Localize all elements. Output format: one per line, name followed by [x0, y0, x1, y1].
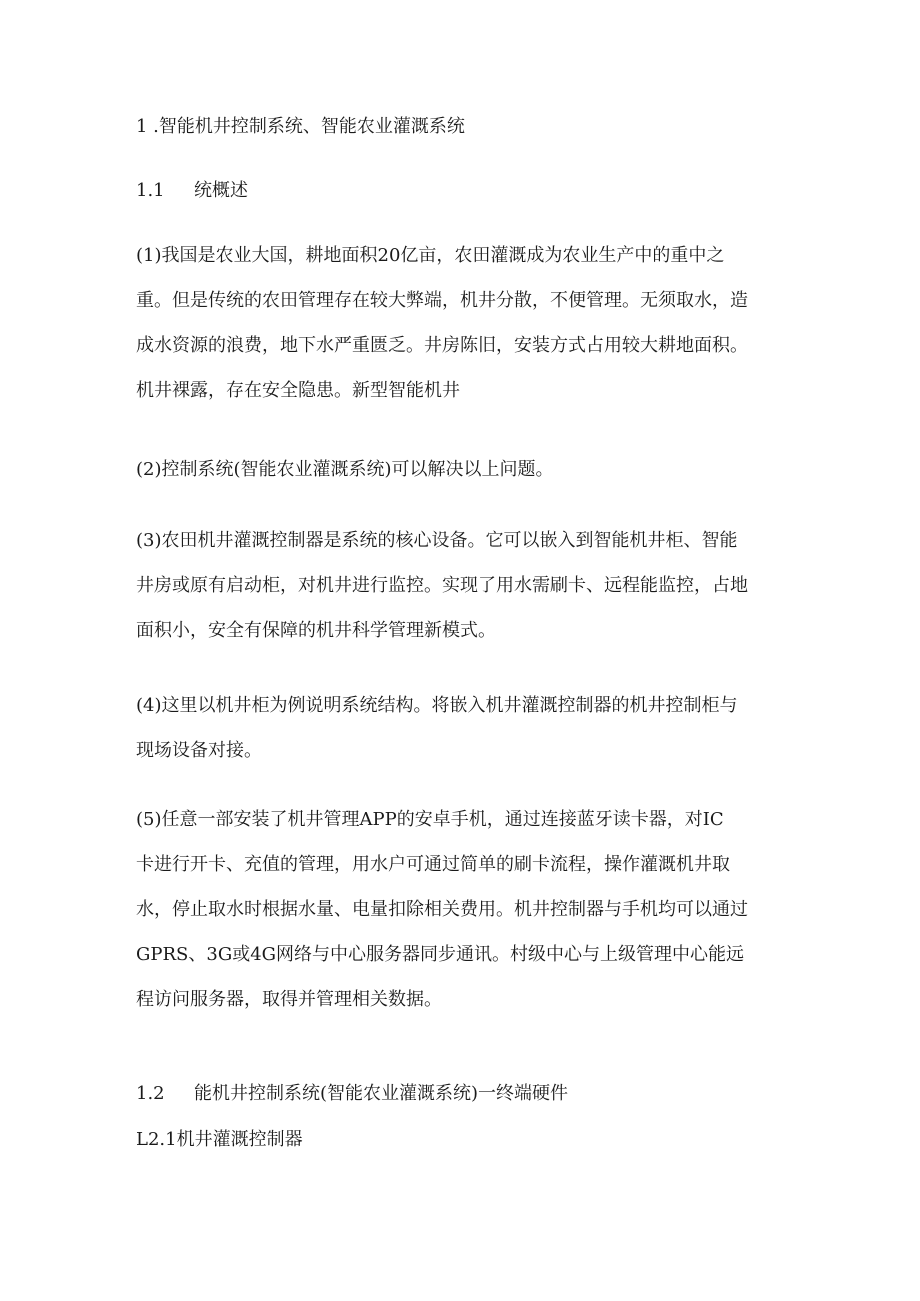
paragraph-4 — [136, 683, 776, 773]
paragraph-line: 水，停止取水时根据水量、电量扣除相关费用。机井控制器与手机均可以通过 — [136, 899, 748, 920]
paragraph-line: (5)任意一部安装了机井管理APP的安卓手机，通过连接蓝牙读卡器，对IC — [136, 809, 724, 830]
paragraph-line: (1)我国是农业大国，耕地面积20亿亩，农田灌溉成为农业生产中的重中之 — [136, 245, 725, 266]
paragraph-line: 成水资源的浪费，地下水严重匮乏。井房陈旧，安装方式占用较大耕地面积。 — [136, 335, 748, 356]
section-1-2-title: 能机井控制系统(智能农业灌溉系统)一终端硬件 — [194, 1083, 569, 1104]
heading-level-1: 1 .智能机井控制系统、智能农业灌溉系统 — [136, 116, 465, 137]
paragraph-line: (3)农田机井灌溉控制器是系统的核心设备。它可以嵌入到智能机井柜、智能 — [136, 530, 738, 551]
paragraph-1 — [136, 233, 776, 413]
paragraph-line: (4)这里以机井柜为例说明系统结构。将嵌入机井灌溉控制器的机井控制柜与 — [136, 695, 738, 716]
paragraph-line: 程访问服务器，取得并管理相关数据。 — [136, 989, 442, 1010]
section-1-2-number: 1.2 — [136, 1083, 165, 1104]
paragraph-line: (2)控制系统(智能农业灌溉系统)可以解决以上问题。 — [136, 459, 554, 480]
paragraph-2 — [136, 447, 776, 492]
paragraph-5 — [136, 797, 776, 1022]
paragraph-line: 面积小，安全有保障的机井科学管理新模式。 — [136, 620, 496, 641]
paragraph-line: 现场设备对接。 — [136, 740, 262, 761]
paragraph-line: 卡进行开卡、充值的管理，用水户可通过简单的刷卡流程，操作灌溉机井取 — [136, 854, 730, 875]
section-1-2-1-heading: L2.1机井灌溉控制器 — [136, 1129, 303, 1150]
paragraph-line: GPRS、3G或4G网络与中心服务器同步通讯。村级中心与上级管理中心能远 — [136, 944, 745, 965]
section-1-1-title: 统概述 — [194, 180, 248, 201]
paragraph-line: 井房或原有启动柜，对机井进行监控。实现了用水需刷卡、远程能监控，占地 — [136, 575, 748, 596]
paragraph-line: 重。但是传统的农田管理存在较大弊端，机井分散，不便管理。无须取水，造 — [136, 290, 748, 311]
paragraph-3 — [136, 518, 776, 653]
paragraph-line: 机井裸露，存在安全隐患。新型智能机井 — [136, 380, 460, 401]
section-1-1-number: 1.1 — [136, 180, 165, 201]
